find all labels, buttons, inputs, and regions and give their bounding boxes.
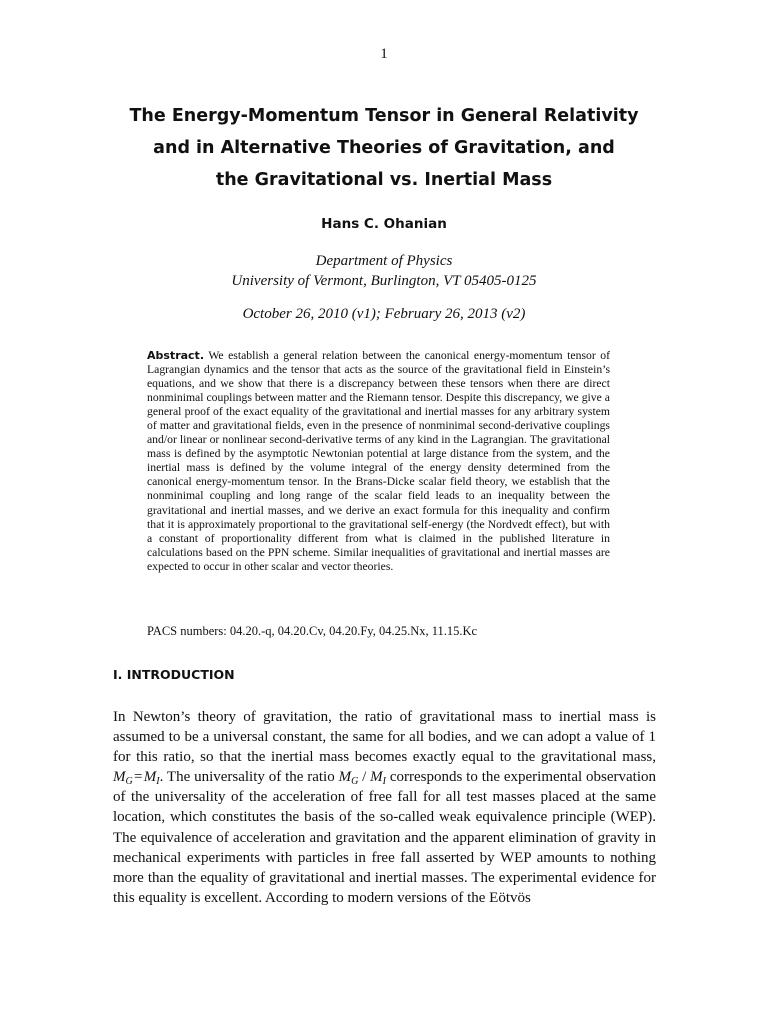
title-line: and in Alternative Theories of Gravitation, and xyxy=(153,138,615,158)
abstract-label: Abstract. xyxy=(147,349,204,362)
pacs-numbers: PACS numbers: 04.20.-q, 04.20.Cv, 04.20.Fy, 04.25.Nx, 11.15.Kc xyxy=(147,624,478,638)
mass-equality-equation: $M_G$ = $M_I$ xyxy=(113,769,160,788)
institution: University of Vermont, Burlington, VT 05405-0125 xyxy=(231,273,537,289)
abstract xyxy=(147,349,610,574)
intro-text: corresponds to the experimental observation of the universality of the acceleration of free fall for all test masses placed at the same location, which constitutes the basis of the so-called weak equivalence principle (WEP). The equivalence of acceleration and gravitation and the apparent elimination of gravity in mechanical experiments with particles in free fall asserted by WEP amounts to nothing more than the equality of gravitational and inertial masses. The experimental evidence for this equality is excellent. According to modern versions of the Eötvös xyxy=(113,769,656,906)
intro-text: . The universality of the ratio xyxy=(159,769,335,786)
paper-title xyxy=(60,100,708,196)
abstract-text: We establish a general relation between the canonical energy-momentum tensor of Lagrangian dynamics and the tensor that acts as the source of the gravitational field in Einstein’s equations, and we show that there is a discrepancy between these tensors when there are direct nonminimal couplings between matter and the Riemann tensor. Despite this discrepancy, we give a general proof of the exact equality of the gravitational and inertial masses for any arbitrary system of matter and gravitational fields, even in the presence of nonminimal second-derivative couplings and/or linear or nonlinear second-derivative terms of any kind in the Lagrangian. The gravitational mass is defined by the asymptotic Newtonian potential at large distance from the system, and the inertial mass is defined by the volume integral of the energy density determined from the canonical energy-momentum tensor. In the Brans-Dicke scalar field theory, we establish that the nonminimal coupling and long range of the scalar field leads to an inequality between the gravitational and inertial masses, and we derive an exact formula for this inequality and confirm that it is approximately proportional to the gravitational self-energy (the Nordvedt effect), but with a constant of proportionality different from what is claimed in the published literature in calculations based on the PPN scheme. Similar inequalities of gravitational and inertial masses are expected to occur in other scalar and vector theories. xyxy=(147,349,610,573)
title-line: the Gravitational vs. Inertial Mass xyxy=(215,170,553,190)
version-dates: October 26, 2010 (v1); February 26, 2013 (v2) xyxy=(242,306,526,322)
mass-ratio-equation: $M_G / M_I$ xyxy=(338,769,387,788)
affiliation xyxy=(0,251,768,291)
page-number: 1 xyxy=(380,46,388,62)
section-heading: I. INTRODUCTION xyxy=(113,667,235,682)
title-line: The Energy-Momentum Tensor in General Relativity xyxy=(129,106,639,126)
introduction-paragraph xyxy=(113,707,656,908)
department: Department of Physics xyxy=(315,253,453,269)
author-name: Hans C. Ohanian xyxy=(321,216,447,232)
intro-text: In Newton’s theory of gravitation, the ratio of gravitational mass to inertial mass is assumed to be a universal constant, the same for all bodies, and we can adopt a value of 1 for this ratio, so that the inertial mass becomes exactly equal to the gravitational mass, xyxy=(113,709,656,766)
